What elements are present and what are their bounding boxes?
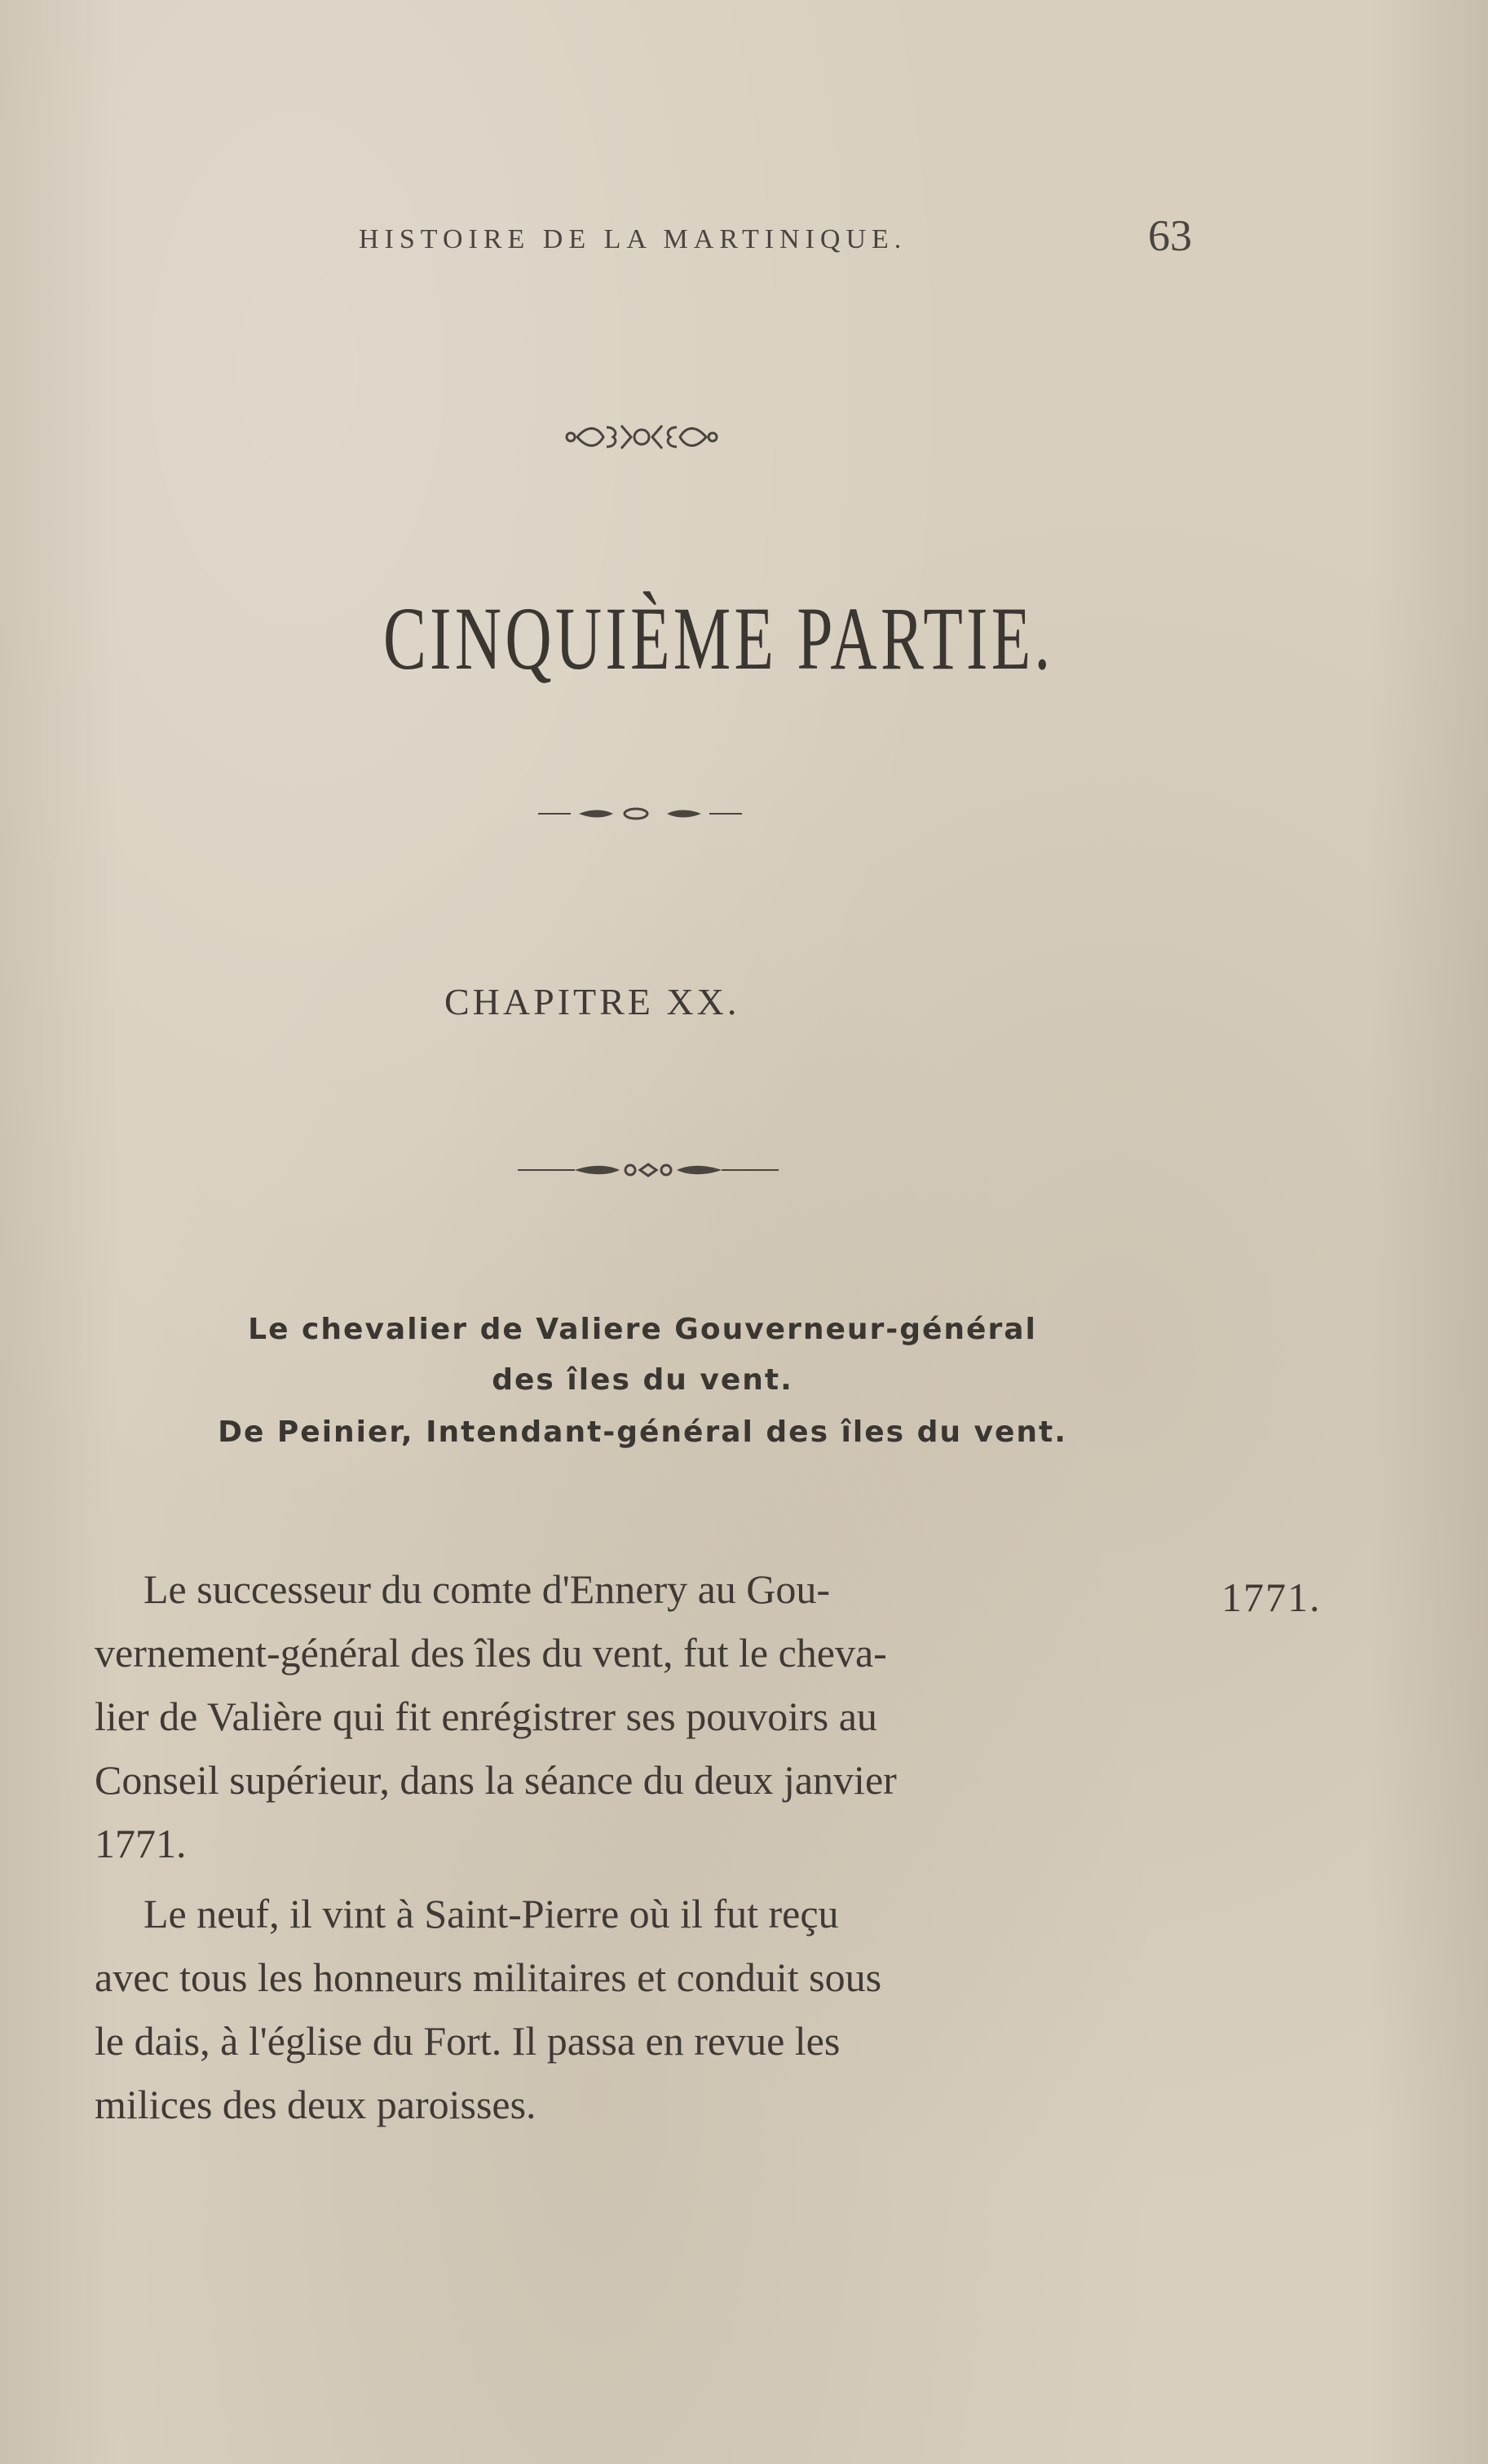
margin-year-note: 1771. xyxy=(1221,1574,1322,1620)
chapter-summary-line: Le chevalier de Valiere Gouverneur-général xyxy=(248,1313,1037,1346)
page-number: 63 xyxy=(1148,211,1192,260)
ornament-fleuron-icon xyxy=(564,419,719,455)
part-title: CINQUIÈME PARTIE. xyxy=(383,589,1054,688)
body-text-line: vernement-général des îles du vent, fut le cheva- xyxy=(95,1630,887,1676)
body-text-line: Le neuf, il vint à Saint-Pierre où il fut reçu xyxy=(144,1891,839,1936)
chapter-summary-line: des îles du vent. xyxy=(492,1363,793,1397)
body-text-line: Le successeur du comte d'Ennery au Gou- xyxy=(144,1566,831,1612)
body-text-line: milices des deux paroisses. xyxy=(95,2082,536,2127)
body-text-line: avec tous les honneurs militaires et conduit sous xyxy=(95,1954,882,2000)
chapter-summary-line: De Peinier, Intendant-général des îles du vent. xyxy=(218,1415,1067,1449)
chapter-title: CHAPITRE XX. xyxy=(444,981,740,1022)
decorative-rule xyxy=(538,806,742,822)
body-text-line: lier de Valière qui fit enrégistrer ses pouvoirs au xyxy=(95,1693,877,1739)
decorative-rule-chapter xyxy=(518,1162,779,1178)
body-text-line: 1771. xyxy=(95,1821,187,1866)
body-text-line: le dais, à l'église du Fort. Il passa en revue les xyxy=(95,2018,841,2064)
body-text-line: Conseil supérieur, dans la séance du deux janvier xyxy=(95,1757,897,1803)
running-head: HISTOIRE DE LA MARTINIQUE. xyxy=(359,224,907,254)
